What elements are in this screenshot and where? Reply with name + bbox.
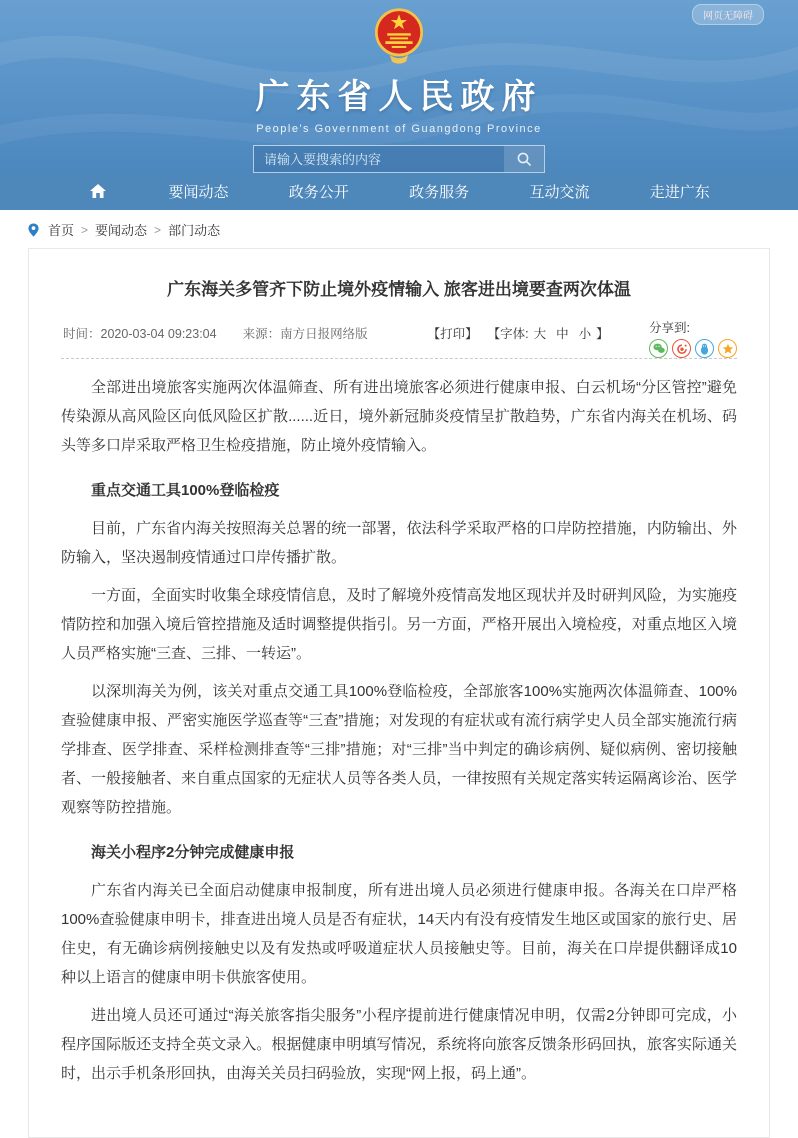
nav-item[interactable]: 政务公开: [288, 183, 349, 201]
article-paragraph: 海关小程序2分钟完成健康申报: [91, 844, 295, 861]
national-emblem-icon: [371, 7, 427, 65]
article-paragraph: 目前，广东省内海关按照海关总署的统一部署，依法科学采取严格的口岸防控措施，内防输出、外防输入，坚决遏制疫情通过口岸传播扩散。: [61, 520, 737, 566]
location-pin-icon: [26, 222, 41, 238]
nav-item[interactable]: 要闻动态: [168, 183, 229, 201]
site-title: 广东省人民政府: [255, 78, 543, 116]
share-block: [649, 318, 737, 358]
accessibility-badge[interactable]: 网页无障碍: [692, 4, 764, 25]
share-wechat-icon[interactable]: [649, 339, 668, 358]
breadcrumb-link[interactable]: 部门动态: [168, 223, 221, 238]
breadcrumb-separator: >: [81, 222, 89, 237]
article-paragraph: 广东省内海关已全面启动健康申报制度，所有进出境人员必须进行健康申报。各海关在口岸严格100%查验健康申明卡，排查进出境人员是否有症状，14天内有没有疫情发生地区或国家的旅行史、居住史，有无确诊病例接触史以及有发热或呼吸道症状人员接触史等。目前，海关在口岸提供翻译成10种以上语言的健康申明卡供旅客使用。: [61, 882, 737, 986]
home-icon: [88, 182, 108, 200]
font-size-option[interactable]: 小: [578, 327, 592, 341]
article-paragraph: 重点交通工具100%登临检疫: [91, 482, 280, 499]
article-paragraph: 以深圳海关为例，该关对重点交通工具100%登临检疫，全部旅客100%实施两次体温筛查、100%查验健康申报、严密实施医学巡查等“三查”措施；对发现的有症状或有流行病学史人员全部实施流行病学排查、医学排查、采样检测排查等“三排”措施；对“三排”当中判定的确诊病例、疑似病例、密切接触者、一般接触者、来自重点国家的无症状人员等各类人员，一律按照有关规定落实转运隔离诊治、医学观察等防控措施。: [61, 683, 737, 816]
site-header: [0, 0, 798, 172]
article-source: 来源：南方日报网络版: [242, 327, 368, 341]
nav-item[interactable]: 政务服务: [409, 183, 470, 201]
site-subtitle: People's Government of Guangdong Province: [256, 123, 542, 135]
font-size-option[interactable]: 中: [556, 327, 569, 341]
nav-item[interactable]: 走进广东: [649, 183, 710, 201]
search-icon: [516, 151, 533, 168]
font-size-label-close: 】: [596, 327, 609, 341]
font-size-label-open: 【字体:: [487, 327, 529, 341]
nav-home-button[interactable]: [78, 172, 118, 210]
article-body: [61, 373, 737, 1088]
share-weibo-icon[interactable]: [672, 339, 691, 358]
publish-time: 时间：2020-03-04 09:23:04: [63, 327, 217, 341]
print-button[interactable]: 【打印】: [427, 327, 478, 341]
breadcrumb: [0, 210, 798, 248]
main-nav: [0, 172, 798, 210]
breadcrumb-link[interactable]: 要闻动态: [95, 223, 148, 238]
share-qq-icon[interactable]: [695, 339, 714, 358]
breadcrumb-item: [48, 220, 88, 239]
article-paragraph: 全部进出境旅客实施两次体温筛查、所有进出境旅客必须进行健康申报、白云机场“分区管控”避免传染源从高风险区向低风险区扩散......近日，境外新冠肺炎疫情呈扩散趋势，广东省内海关在机场、码头等多口岸采取严格卫生检疫措施，防止境外疫情输入。: [61, 379, 737, 454]
breadcrumb-link[interactable]: 首页: [48, 223, 75, 238]
font-size-option[interactable]: 大: [533, 327, 547, 341]
article-title: 广东海关多管齐下防止境外疫情输入 旅客进出境要查两次体温: [167, 280, 631, 299]
article-meta-section: [61, 321, 737, 359]
article-paragraph: 一方面，全面实时收集全球疫情信息，及时了解境外疫情高发地区现状并及时研判风险，为实施疫情防控和加强入境后管控措施及适时调整提供指引。另一方面，严格开展出入境检疫，对重点地区入境人员严格实施“三查、三排、一转运”。: [61, 587, 737, 662]
article-paragraph: 进出境人员还可通过“海关旅客指尖服务”小程序提前进行健康情况申明，仅需2分钟即可完成，小程序国际版还支持全英文录入。根据健康申明填写情况，系统将向旅客反馈条形码回执，旅客实际通关时，出示手机条形回执，由海关关员扫码验放，实现“网上报，码上通”。: [61, 1007, 737, 1082]
share-label: 分享到:: [649, 321, 690, 335]
breadcrumb-separator: >: [154, 222, 162, 237]
nav-item[interactable]: 互动交流: [529, 183, 590, 201]
breadcrumb-item: [95, 220, 161, 239]
search-button[interactable]: [504, 146, 544, 172]
search-box: [253, 145, 545, 173]
search-input[interactable]: [254, 146, 504, 172]
breadcrumb-item: [168, 220, 220, 239]
share-qzone-icon[interactable]: [718, 339, 737, 358]
font-size-control: [488, 324, 597, 342]
article-card: [28, 248, 770, 1138]
